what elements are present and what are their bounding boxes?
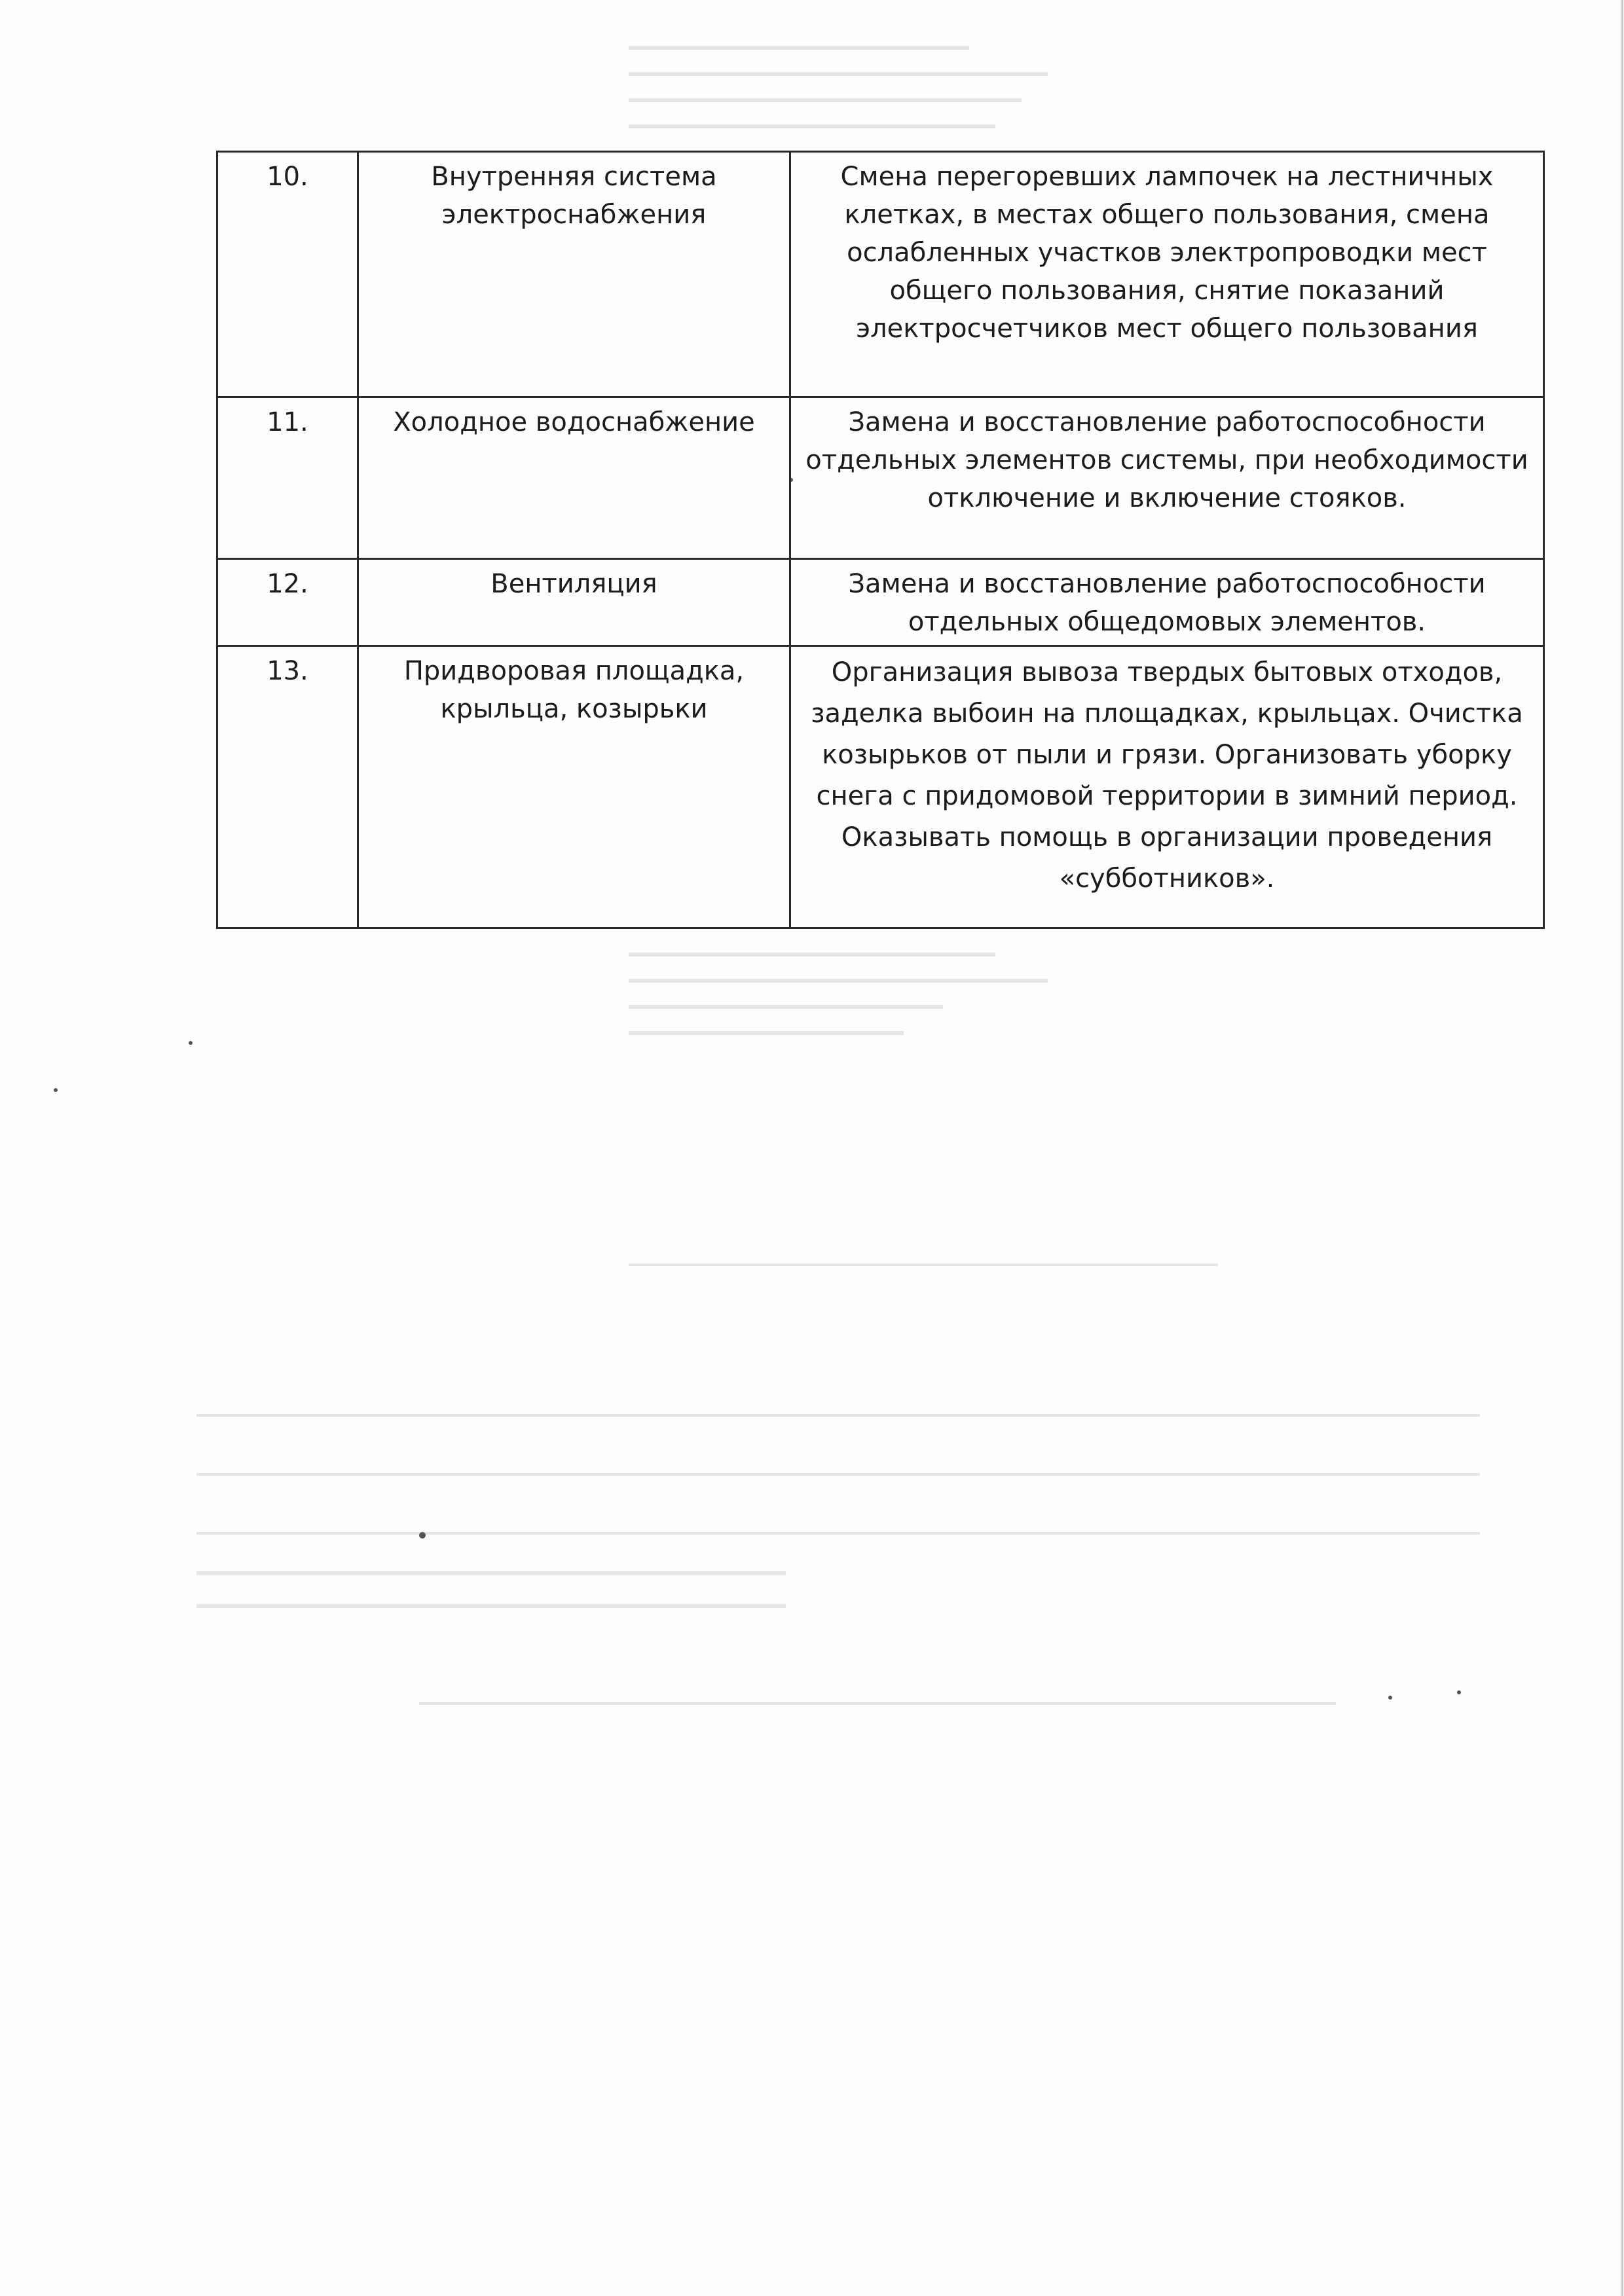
scan-speck xyxy=(189,1041,193,1045)
scan-speck xyxy=(54,1088,58,1092)
show-through-mark xyxy=(629,979,1048,983)
show-through-mark xyxy=(629,1031,904,1035)
show-through-mark xyxy=(629,46,969,50)
work-description: Организация вывоза твердых бытовых отходов, заделка выбоин на площадках, крыльцах. Очистка козырьков от пыли и грязи. Организовать уборку снега с придомовой территории в зимний период. Оказывать помощь в организации проведения «субботников». xyxy=(790,646,1544,928)
row-number: 12. xyxy=(217,559,358,646)
show-through-mark xyxy=(629,1264,1218,1266)
show-through-mark xyxy=(196,1571,786,1575)
show-through-mark xyxy=(629,1005,943,1009)
scan-edge-right xyxy=(1621,0,1623,2296)
show-through-mark xyxy=(196,1473,1480,1476)
system-name: Холодное водоснабжение xyxy=(358,397,790,559)
show-through-mark xyxy=(196,1414,1480,1417)
table-row xyxy=(217,397,1544,559)
scan-speck xyxy=(1388,1696,1392,1700)
show-through-mark xyxy=(196,1604,786,1608)
system-name: Вентиляция xyxy=(358,559,790,646)
scan-speck xyxy=(419,1532,426,1539)
show-through-mark xyxy=(196,1532,1480,1535)
show-through-mark xyxy=(629,953,995,957)
row-number: 11. xyxy=(217,397,358,559)
system-name: Внутренняя система электроснабжения xyxy=(358,152,790,397)
system-name: Придворовая площадка, крыльца, козырьки xyxy=(358,646,790,928)
work-description: Замена и восстановление работоспособности отдельных элементов системы, при необходимости отключение и включение стояков. xyxy=(790,397,1544,559)
table-row xyxy=(217,646,1544,928)
scan-speck xyxy=(1457,1690,1461,1694)
show-through-mark xyxy=(419,1702,1336,1705)
maintenance-works-table xyxy=(216,151,1545,929)
show-through-mark xyxy=(629,72,1048,76)
work-description: Замена и восстановление работоспособности отдельных общедомовых элементов. xyxy=(790,559,1544,646)
table-row xyxy=(217,559,1544,646)
show-through-mark xyxy=(629,124,995,128)
show-through-mark xyxy=(629,98,1022,102)
row-number: 10. xyxy=(217,152,358,397)
work-description: Смена перегоревших лампочек на лестничных клетках, в местах общего пользования, смена ослабленных участков электропроводки мест общего пользования, снятие показаний электросчетчиков мест общего пользования xyxy=(790,152,1544,397)
table-row xyxy=(217,152,1544,397)
row-number: 13. xyxy=(217,646,358,928)
